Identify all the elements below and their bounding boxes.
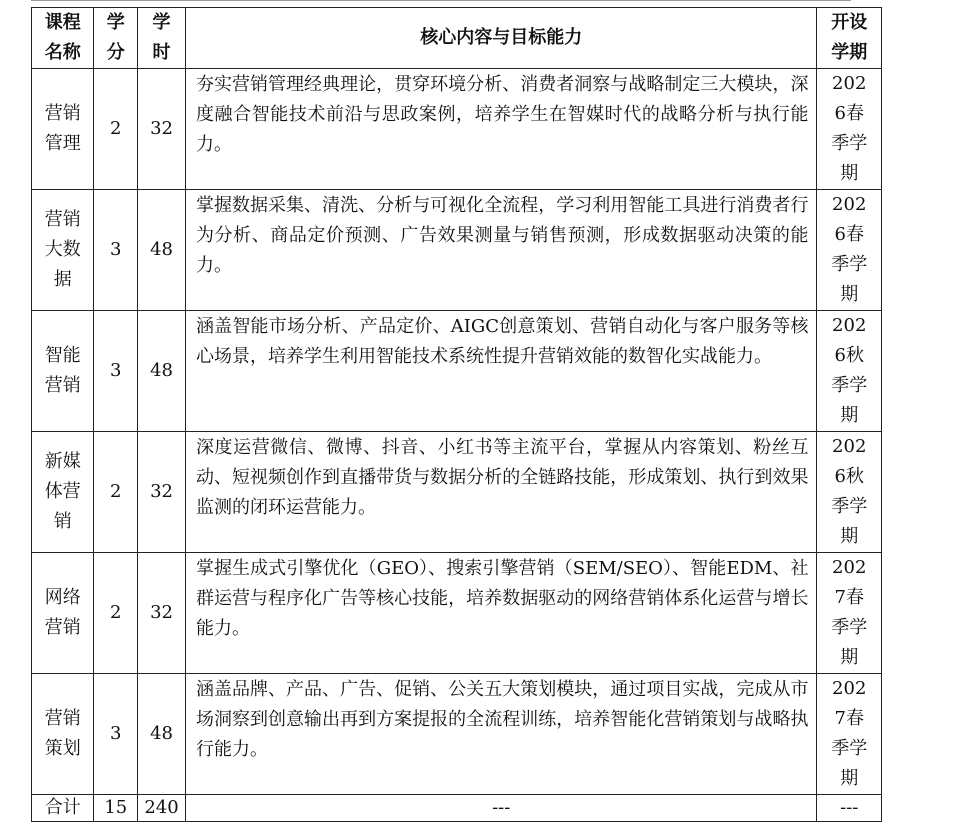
course-credit: 3 xyxy=(94,190,138,311)
course-hours: 32 xyxy=(138,69,186,190)
total-hours: 240 xyxy=(138,795,186,822)
course-credit: 3 xyxy=(94,311,138,432)
course-content: 夯实营销管理经典理论，贯穿环境分析、消费者洞察与战略制定三大模块，深度融合智能技术前沿与思政案例，培养学生在智媒时代的战略分析与执行能力。 xyxy=(185,69,817,190)
course-name: 新媒体营销 xyxy=(32,432,94,553)
table-header-row xyxy=(32,8,882,69)
total-content: --- xyxy=(185,795,817,822)
course-hours: 32 xyxy=(138,553,186,674)
course-name: 营销管理 xyxy=(32,69,94,190)
course-credit: 3 xyxy=(94,674,138,795)
course-credit: 2 xyxy=(94,432,138,553)
course-content: 涵盖品牌、产品、广告、促销、公关五大策划模块，通过项目实战，完成从市场洞察到创意输出再到方案提报的全流程训练，培养智能化营销策划与战略执行能力。 xyxy=(185,674,817,795)
course-semester: 2026秋季学期 xyxy=(817,432,882,553)
table-row xyxy=(32,69,882,190)
course-content: 涵盖智能市场分析、产品定价、AIGC创意策划、营销自动化与客户服务等核心场景，培养学生利用智能技术系统性提升营销效能的数智化实战能力。 xyxy=(185,311,817,432)
course-name: 营销大数据 xyxy=(32,190,94,311)
total-credit: 15 xyxy=(94,795,138,822)
course-semester: 2027春季学期 xyxy=(817,553,882,674)
header-course-name: 课程名称 xyxy=(32,8,94,69)
course-hours: 32 xyxy=(138,432,186,553)
course-hours: 48 xyxy=(138,190,186,311)
table-row xyxy=(32,190,882,311)
table-row xyxy=(32,311,882,432)
top-divider xyxy=(31,0,851,1)
header-semester: 开设学期 xyxy=(817,8,882,69)
total-label: 合计 xyxy=(32,795,94,822)
course-credit: 2 xyxy=(94,69,138,190)
course-semester: 2027春季学期 xyxy=(817,674,882,795)
course-table xyxy=(31,7,882,822)
course-name: 智能营销 xyxy=(32,311,94,432)
table-row xyxy=(32,432,882,553)
table-row xyxy=(32,553,882,674)
table-row xyxy=(32,674,882,795)
total-semester: --- xyxy=(817,795,882,822)
course-semester: 2026秋季学期 xyxy=(817,311,882,432)
course-content: 掌握数据采集、清洗、分析与可视化全流程，学习利用智能工具进行消费者行为分析、商品定价预测、广告效果测量与销售预测，形成数据驱动决策的能力。 xyxy=(185,190,817,311)
course-name: 营销策划 xyxy=(32,674,94,795)
total-row xyxy=(32,795,882,822)
course-semester: 2026春季学期 xyxy=(817,190,882,311)
header-content: 核心内容与目标能力 xyxy=(185,8,817,69)
course-hours: 48 xyxy=(138,311,186,432)
header-hours: 学时 xyxy=(138,8,186,69)
course-name: 网络营销 xyxy=(32,553,94,674)
course-semester: 2026春季学期 xyxy=(817,69,882,190)
course-content: 深度运营微信、微博、抖音、小红书等主流平台，掌握从内容策划、粉丝互动、短视频创作到直播带货与数据分析的全链路技能，形成策划、执行到效果监测的闭环运营能力。 xyxy=(185,432,817,553)
course-credit: 2 xyxy=(94,553,138,674)
header-credit: 学分 xyxy=(94,8,138,69)
course-content: 掌握生成式引擎优化（GEO）、搜索引擎营销（SEM/SEO）、智能EDM、社群运营与程序化广告等核心技能，培养数据驱动的网络营销体系化运营与增长能力。 xyxy=(185,553,817,674)
course-hours: 48 xyxy=(138,674,186,795)
